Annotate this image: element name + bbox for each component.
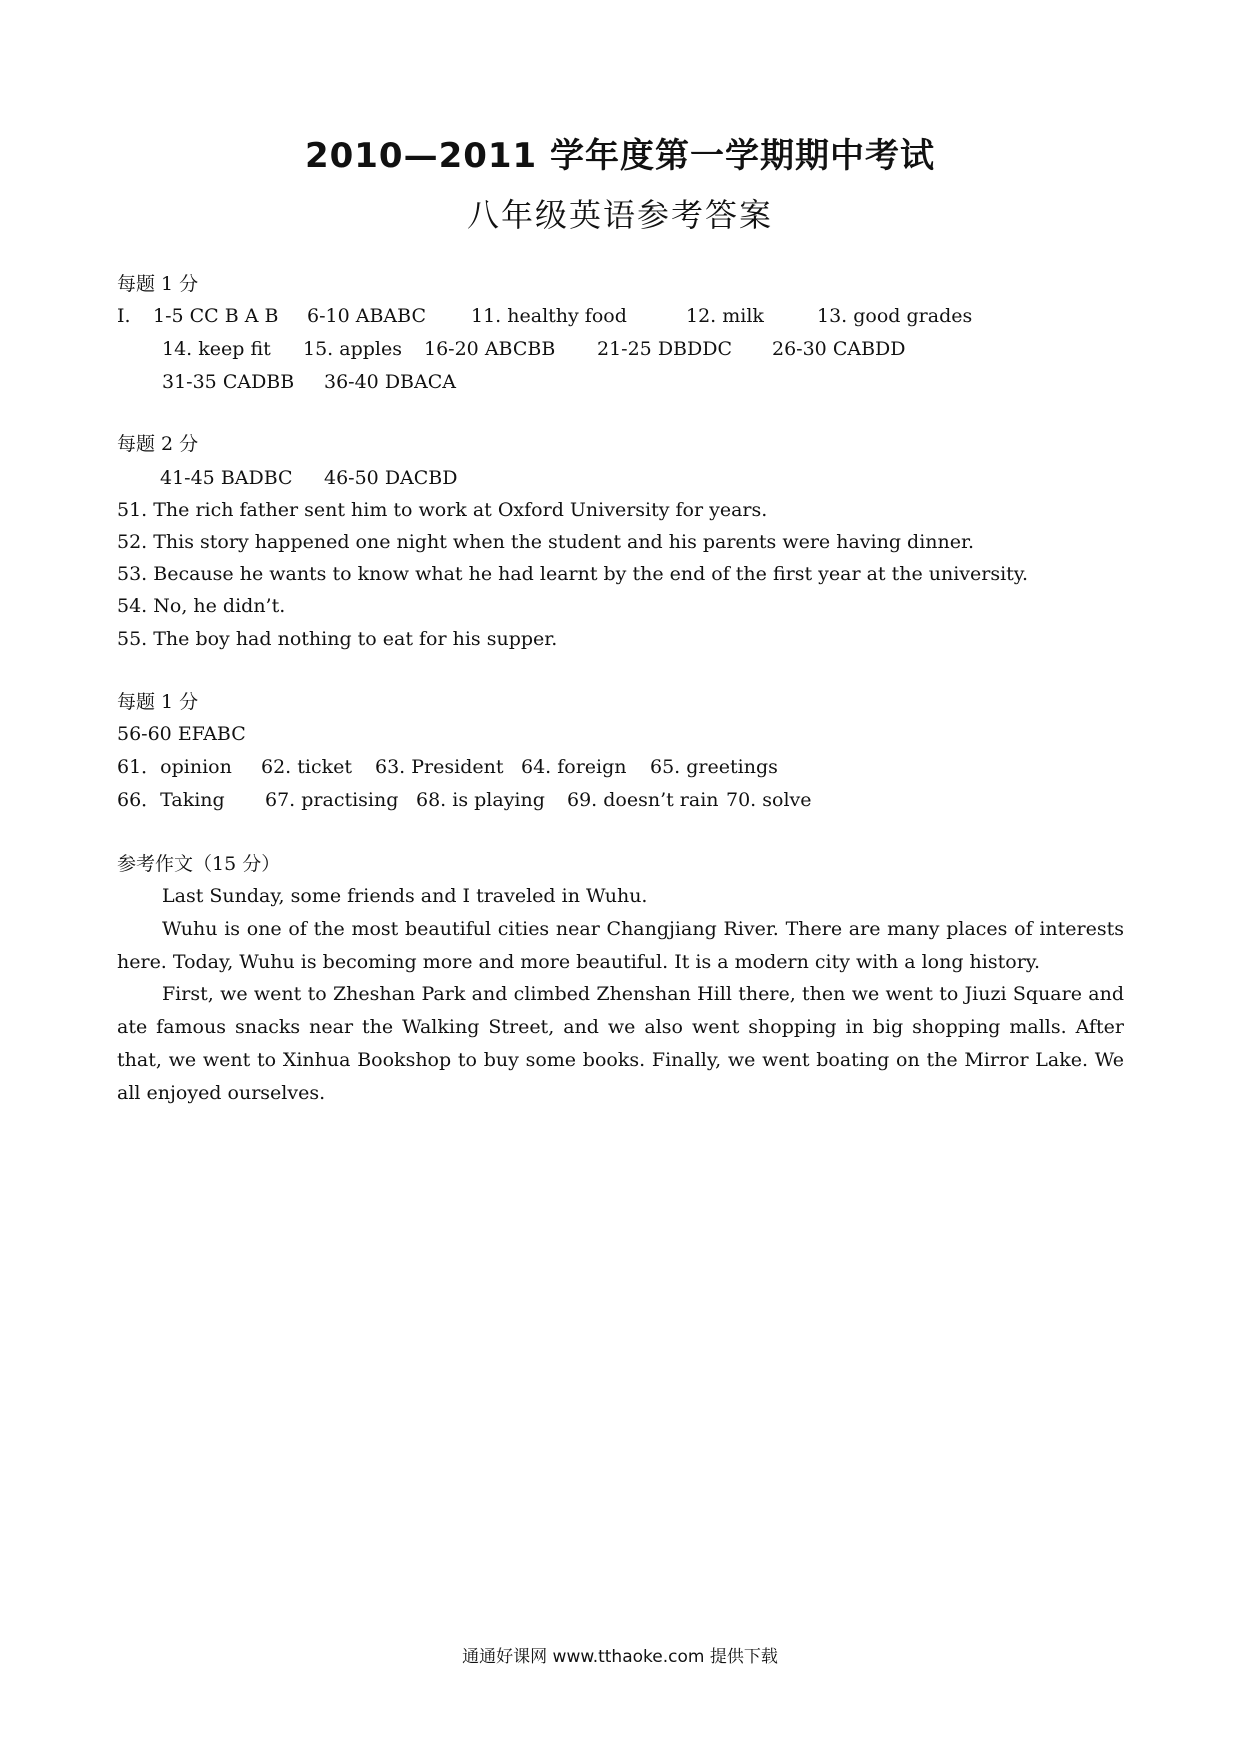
answer-line: 53. Because he wants to know what he had learnt by the end of the first year at the university.	[117, 563, 1029, 585]
page-title: 2010—2011 学年度第一学期期中考试	[304, 136, 936, 176]
answer-item: 26-30 CABDD	[772, 338, 906, 360]
answer-item: 68. is playing	[416, 789, 545, 811]
answer-item: 15. apples	[303, 338, 402, 360]
answer-item: 61．opinion	[117, 756, 232, 778]
answer-item: 63. President	[375, 756, 504, 778]
answer-line: 54. No, he didn’t.	[117, 595, 286, 617]
answer-item: 64. foreign	[521, 756, 627, 778]
essay-paragraph: Last Sunday, some friends and I traveled in Wuhu.	[162, 885, 648, 907]
answer-item: 41-45 BADBC	[160, 467, 293, 489]
answer-item: 46-50 DACBD	[324, 467, 458, 489]
answer-item: 66．Taking	[117, 789, 225, 811]
answer-line: 52. This story happened one night when the student and his parents were having dinner.	[117, 531, 975, 553]
answer-item: 69. doesn’t rain	[567, 789, 719, 811]
essay-paragraph: First, we went to Zheshan Park and climbed Zhenshan Hill there, then we went to Jiuzi Square and ate famous snacks near the Walking Street, and we also went shopping in big shopping malls. After that, we went to Xinhua Bookshop to buy some books. Finally, we went boating on the Mirror Lake. We all enjoyed ourselves.	[117, 983, 1124, 1104]
section3-row1: 56-60 EFABC	[117, 723, 246, 745]
answer-item: 67. practising	[265, 789, 399, 811]
answer-item: 11. healthy food	[471, 305, 627, 327]
answer-item: 70. solve	[726, 789, 812, 811]
essay-paragraph: Wuhu is one of the most beautiful cities near Changjiang River. There are many places of interests here. Today, Wuhu is becoming more and more beautiful. It is a modern city with a long history.	[117, 918, 1124, 973]
section2-score-label: 每题 2 分	[117, 433, 199, 455]
answer-line: 51. The rich father sent him to work at Oxford University for years.	[117, 499, 768, 521]
answer-item: 6-10 ABABC	[307, 305, 426, 327]
answer-item: 13. good grades	[817, 305, 973, 327]
answer-line: 55. The boy had nothing to eat for his supper.	[117, 628, 558, 650]
answer-item: 1-5 CC B A B	[153, 305, 279, 327]
section3-score-label: 每题 1 分	[117, 691, 199, 713]
answer-item: I.	[117, 305, 131, 327]
essay-label: 参考作文（15 分）	[117, 853, 281, 875]
answer-item: 31-35 CADBB	[162, 371, 295, 393]
answer-item: 21-25 DBDDC	[597, 338, 733, 360]
answer-item: 36-40 DBACA	[324, 371, 456, 393]
section1-score-label: 每题 1 分	[117, 273, 199, 295]
page-footer: 通通好课网 www.tthaoke.com 提供下载	[462, 1647, 778, 1667]
answer-item: 62. ticket	[261, 756, 353, 778]
answer-item: 16-20 ABCBB	[424, 338, 556, 360]
answer-item: 12. milk	[686, 305, 764, 327]
answer-item: 14. keep fit	[162, 338, 271, 360]
page-subtitle: 八年级英语参考答案	[466, 196, 773, 234]
answer-item: 65. greetings	[650, 756, 778, 778]
